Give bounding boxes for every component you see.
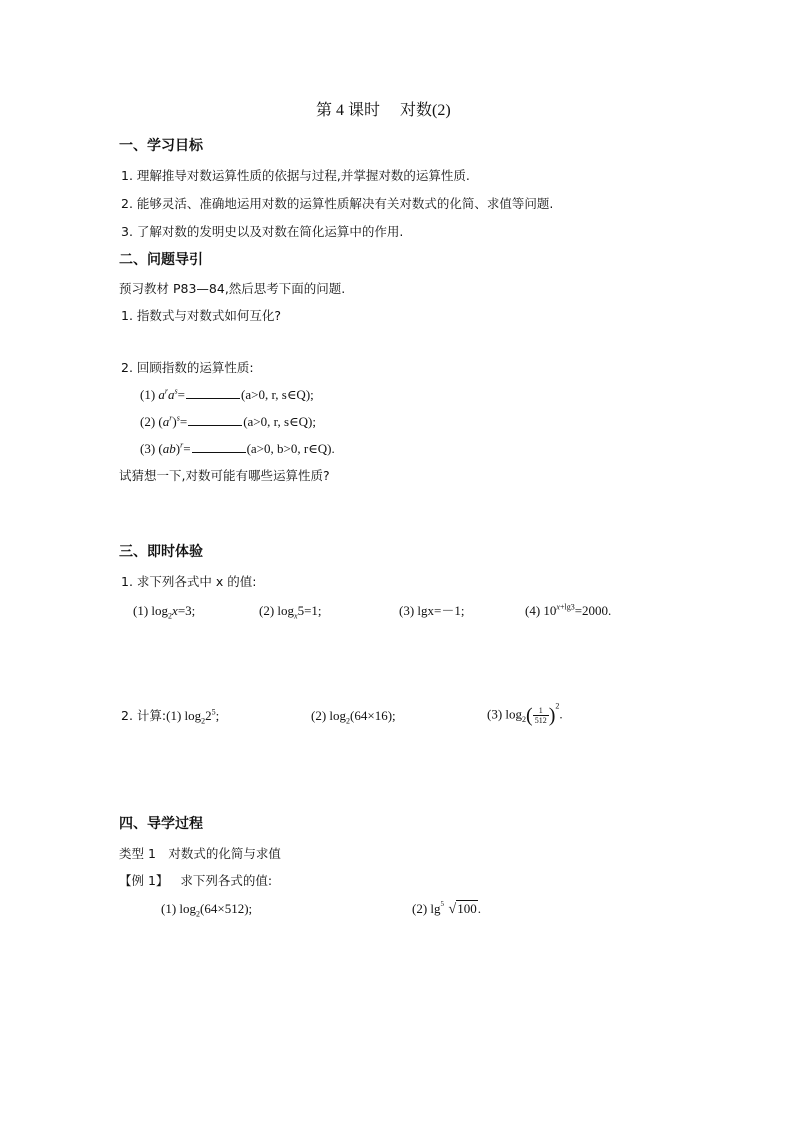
- practice-2-item-3: (3) $\log_2$( $\frac{1}{512}$ )$^2$.: [487, 701, 563, 727]
- type-1-heading: 类型 1 对数式的化简与求值: [119, 846, 281, 861]
- practice-1-item-3: (3) lgx=－1;: [399, 603, 465, 618]
- guide-question-2: 2. 回顾指数的运算性质:: [121, 360, 254, 375]
- goal-item: 1. 理解推导对数运算性质的依据与过程,并掌握对数的运算性质.: [121, 168, 470, 183]
- practice-1-item-1: (1) $\log_2x=3$;: [133, 603, 196, 621]
- section-heading-process: 四、导学过程: [119, 816, 203, 832]
- example-1-item-2: (2) lg 5 √100.: [412, 900, 481, 917]
- practice-question-1: 1. 求下列各式中 x 的值:: [121, 574, 257, 589]
- exponent-property-3: (3) (ab)$^r$= (a>0, b>0, r∈Q).: [140, 440, 335, 456]
- guess-question: 试猜想一下,对数可能有哪些运算性质?: [119, 468, 330, 483]
- answer-blank[interactable]: [188, 413, 242, 426]
- example-1-item-1: (1) $\log_2(64\times 512)$;: [161, 901, 253, 919]
- practice-2-item-2: (2) $\log_2(64\times 16)$;: [311, 708, 396, 726]
- exponent-property-2: (2) $(a^r)^s= (a>0$, r, s∈Q);: [140, 413, 316, 429]
- exponent-property-1: (1) $a^ra^s= (a>0$, r, s∈Q);: [140, 386, 314, 402]
- practice-question-2: 2. 计算:(1) $\log_22^5$;: [121, 707, 220, 726]
- practice-1-item-2: (2) $\log_x5=1$;: [259, 603, 322, 621]
- fraction-1-over-512: $\frac{1}{512}$: [534, 706, 547, 725]
- practice-1-item-4: (4) $10^{x+lg3}=2000$.: [525, 602, 612, 618]
- goal-item: 2. 能够灵活、准确地运用对数的运算性质解决有关对数式的化简、求值等问题.: [121, 196, 554, 211]
- guide-question-1: 1. 指数式与对数式如何互化?: [121, 308, 282, 323]
- section-heading-guide: 二、问题导引: [119, 252, 203, 268]
- answer-blank[interactable]: [192, 440, 246, 453]
- answer-blank[interactable]: [186, 386, 240, 399]
- goal-item: 3. 了解对数的发明史以及对数在简化运算中的作用.: [121, 224, 404, 239]
- example-1: 【例 1】 求下列各式的值:: [119, 873, 273, 888]
- page-title: 第 4 课时 对数(2): [316, 102, 451, 119]
- guide-intro: 预习教材 P83—84,然后思考下面的问题.: [119, 281, 346, 296]
- section-heading-practice: 三、即时体验: [119, 544, 203, 560]
- fifth-root-symbol: 5 √100: [440, 900, 477, 917]
- section-heading-goals: 一、学习目标: [119, 138, 203, 154]
